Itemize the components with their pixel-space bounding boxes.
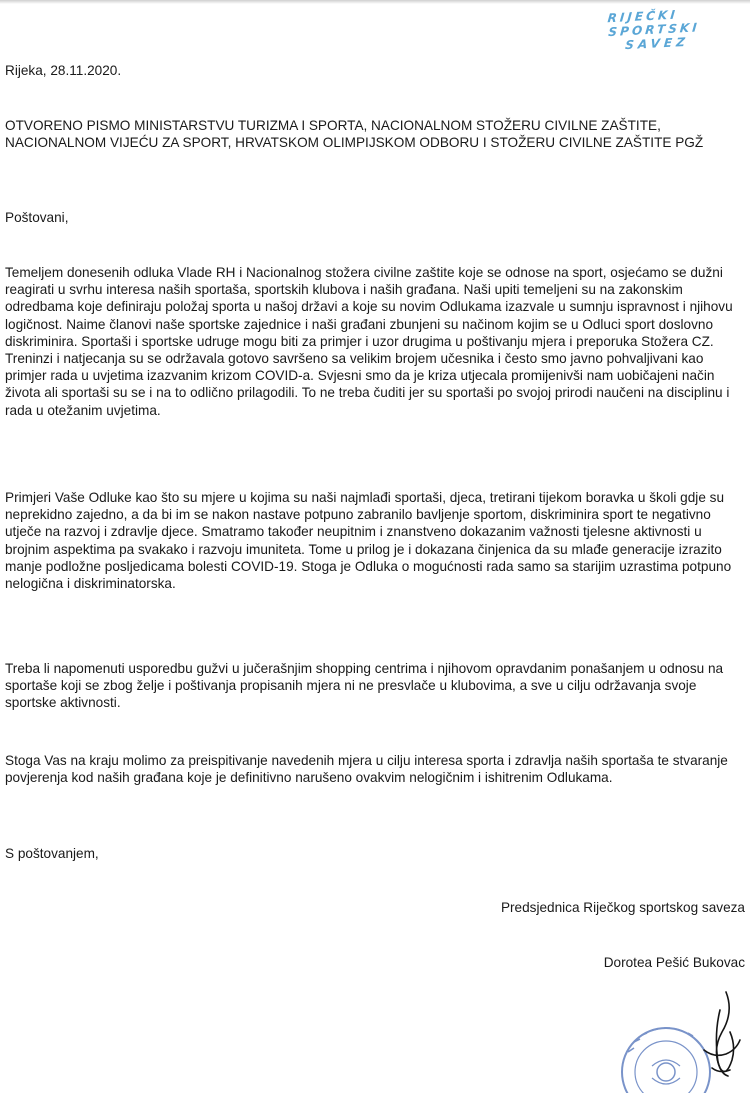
official-stamp — [622, 1028, 710, 1093]
paragraph: Primjeri Vaše Odluke kao što su mjere u kojima su naši najmlađi sportaši, djeca, tretirani tijekom boravka u školi gdje su neprekidno zajedno, a da bi im se nakon nastave potpuno zabranilo bavljenje sportom, diskriminira sport te negativno utječe na razvoj i zdravlje djece. Smatramo također neupitnim i znanstveno dokazanim važnosti tjelesne aktivnosti u brojnim aspektima pa svakako i razvoju imuniteta. Tome u prilog je i dokazana činjenica da su mlađe generacije izrazito manje podložne posljedicama bolesti COVID-19. Stoga je Odluka o mogućnosti rada samo sa starijim uzrastima potpuno nelogična i diskriminatorska. — [5, 490, 732, 592]
signatory-title: Predsjednica Riječkog sportskog saveza — [500, 900, 745, 915]
closing: S poštovanjem, — [5, 846, 99, 861]
scan-top-edge — [0, 0, 750, 4]
paragraph: Treba li napomenuti usporedbu gužvi u jučerašnjim shopping centrima i njihovom opravdanim ponašanjem u odnosu na sportaše koji se zbog želje i poštivanja propisanih mjera ni ne presvlače u klubovima, a sve u cilju održavanja svoje sportske aktivnosti. — [5, 661, 724, 711]
paragraph: Stoga Vas na kraju molimo za preispitivanje navedenih mjera u cilju interesa sporta i zdravlja naših sportaša te stvaranje povjerenja kod naših građana koje je definitivno narušeno ovakvim nelogičnim i ishitrenim Odlukama. — [5, 753, 728, 786]
stamp-and-signature — [608, 980, 750, 1093]
logo-line-1: RIJEČKI — [606, 7, 679, 26]
signatory-name: Dorotea Pešić Bukovac — [603, 955, 745, 970]
federation-logo — [596, 6, 746, 54]
salutation: Poštovani, — [5, 210, 69, 225]
paragraph: Temeljem donesenih odluka Vlade RH i Nacionalnog stožera civilne zaštite koje se odnose na sport, osjećamo se dužni reagirati u svrhu interesa naših sportaša, sportskih klubova i naših građana. Naši upiti temeljeni su na zakonskim odredbama koje definiraju položaj sporta u našoj državi a koje su novim Odlukama izazvale u sumnju ispravnost i njihovu logičnost. Naime članovi naše sportske zajednice i naši građani zbunjeni su načinom kojim se u Odluci sport doslovno diskriminira. Sportaši i sportske udruge mogu biti za primjer i uzor drugima u poštivanju mjera i preporuka Stožera CZ. Treninzi i natjecanja su se održavala gotovo savršeno sa velikim brojem učesnika i često smo javno pohvaljivani kao primjer rada u uvjetima izazvanim krizom COVID-a. Svjesni smo da je kriza utjecala promijenivši nam uobičajeni način života ali sportaši su se i na to odlično prilagodili. To ne treba čuditi jer su sportaši po svojoj prirodi naučeni na disciplinu i rada u otežanim uvjetima. — [5, 265, 733, 418]
logo-line-3: SAVEZ — [624, 34, 690, 53]
letter-subject: OTVORENO PISMO MINISTARSTVU TURIZMA I SPORTA, NACIONALNOM STOŽERU CIVILNE ZAŠTITE, NACIONALNOM VIJEĆU ZA SPORT, HRVATSKOM OLIMPIJSKOM ODBORU I STOŽERU CIVILNE ZAŠTITE PGŽ — [5, 118, 704, 151]
logo-line-2: SPORTSKI — [607, 20, 701, 40]
letter-date: Rijeka, 28.11.2020. — [5, 63, 122, 78]
